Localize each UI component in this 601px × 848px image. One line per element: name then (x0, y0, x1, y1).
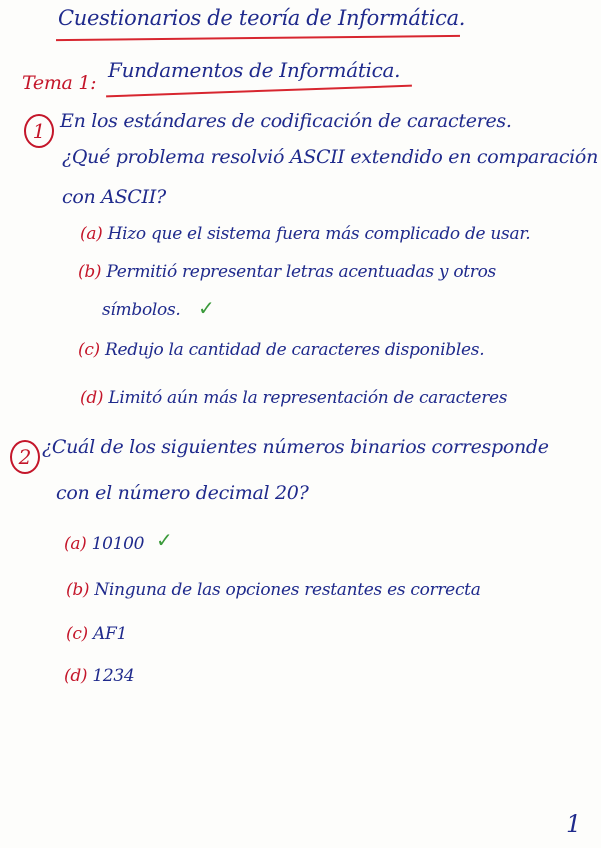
page-number: 1 (566, 810, 582, 838)
option-text: Permitió representar letras acentuadas y otros (106, 262, 496, 282)
option-text: Limitó aún más la representación de caracteres (108, 388, 508, 408)
option-label: (c) (78, 340, 100, 360)
correct-checkmark: ✓ (156, 528, 173, 552)
question-1-line-3: con ASCII? (62, 186, 166, 208)
option-label: (b) (66, 580, 90, 600)
question-1-line-1: En los estándares de codificación de caracteres. (60, 110, 512, 132)
option-text: Ninguna de las opciones restantes es correcta (94, 580, 481, 600)
option-label: (c) (66, 624, 88, 644)
tema-title: Fundamentos de Informática. (108, 58, 401, 82)
question-1-number: 1 (24, 114, 54, 148)
option-label: (b) (78, 262, 102, 282)
question-1-option-d (80, 388, 507, 408)
question-1-option-b-line-2: símbolos. (102, 300, 181, 320)
question-2-option-a (64, 534, 144, 554)
tema-underline (106, 85, 412, 98)
question-1-option-a (80, 224, 530, 244)
tema-label: Tema 1: (22, 72, 97, 94)
question-2-number: 2 (10, 440, 40, 474)
question-2-option-d (64, 666, 134, 686)
title-underline (56, 35, 460, 41)
correct-checkmark: ✓ (198, 296, 215, 320)
question-1-option-c (78, 340, 484, 360)
question-2-line-2: con el número decimal 20? (56, 482, 309, 504)
option-text: 1234 (92, 666, 135, 686)
option-text: 10100 (91, 534, 145, 554)
option-label: (d) (64, 666, 88, 686)
question-2-option-b (66, 580, 481, 600)
option-text: Redujo la cantidad de caracteres disponibles. (105, 340, 485, 360)
document-title: Cuestionarios de teoría de Informática. (58, 6, 466, 30)
option-label: (a) (64, 534, 87, 554)
question-1-option-b (78, 262, 496, 282)
option-label: (d) (80, 388, 104, 408)
option-text: AF1 (93, 624, 127, 644)
option-label: (a) (80, 224, 103, 244)
option-text: Hizo que el sistema fuera más complicado de usar. (107, 224, 531, 244)
question-2-option-c (66, 624, 127, 644)
question-1-line-2: ¿Qué problema resolvió ASCII extendido en comparación (62, 146, 599, 168)
question-2-line-1: ¿Cuál de los siguientes números binarios corresponde (42, 436, 549, 458)
